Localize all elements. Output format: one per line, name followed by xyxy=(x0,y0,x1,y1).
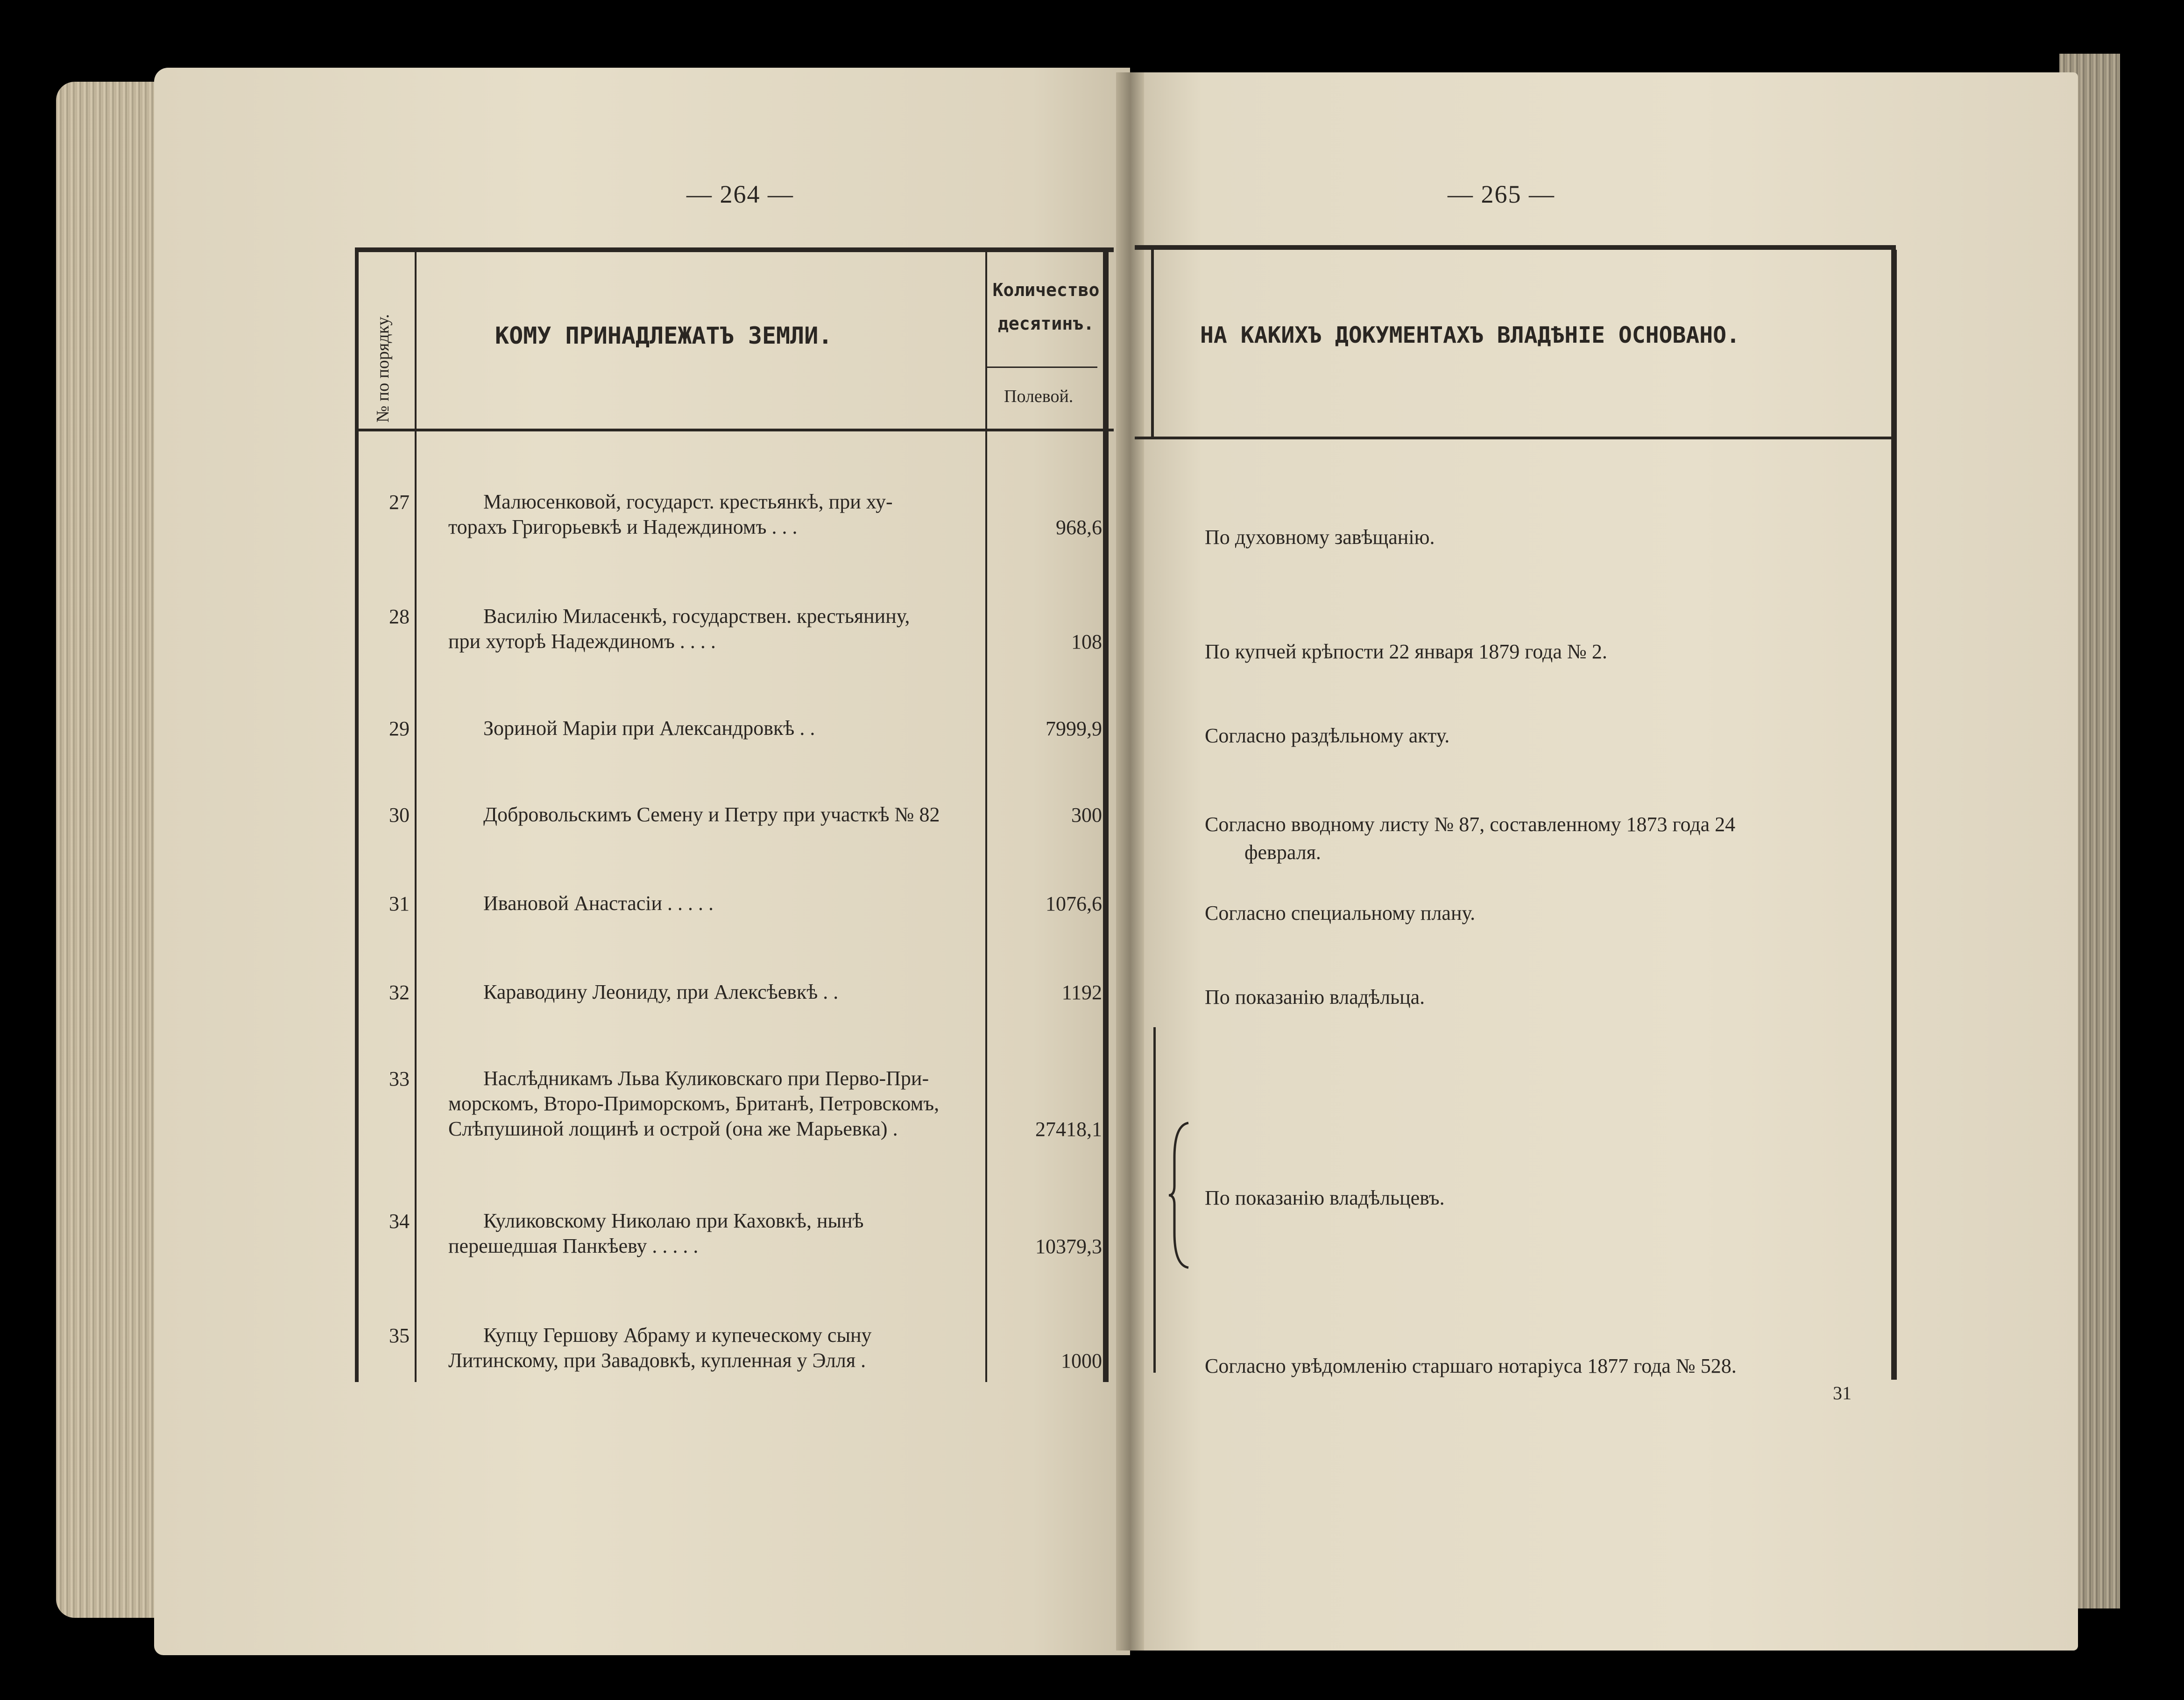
row-number: 32 xyxy=(389,981,410,1004)
order-no-header: № по порядку. xyxy=(373,314,393,423)
field-quantity: 1192 xyxy=(1061,981,1102,1004)
document-basis-text: Согласно специальному плану. xyxy=(1205,902,1476,924)
quantity-header: Количество десятинъ. xyxy=(992,280,1100,334)
field-quantity: 1076,6 xyxy=(1046,892,1102,915)
row-number: 28 xyxy=(389,605,410,628)
field-quantity: 300 xyxy=(1071,804,1102,826)
left-page xyxy=(154,68,1130,1655)
right-table-left-rule xyxy=(1151,250,1154,437)
owner-text: перешедшая Панкѣеву . . . . . xyxy=(448,1234,699,1257)
document-basis-text: По показанію владѣльца. xyxy=(1205,986,1425,1009)
owner-text: торахъ Григорьевкѣ и Надеждиномъ . . . xyxy=(448,515,798,538)
row-number: 29 xyxy=(389,717,410,740)
owner-text: Наслѣдникамъ Льва Куликовскаго при Перво-При- xyxy=(483,1067,929,1090)
table-right-rule xyxy=(1103,247,1109,1382)
owner-header: КОМУ ПРИНАДЛЕЖАТЪ ЗЕМЛИ. xyxy=(495,322,833,349)
row-number: 33 xyxy=(389,1067,410,1090)
owner-text: при хуторѣ Надеждиномъ . . . . xyxy=(448,630,716,653)
owner-text: Ивановой Анастасіи . . . . . xyxy=(483,892,714,915)
owner-text: морскомъ, Второ-Приморскомъ, Британѣ, Петровскомъ, xyxy=(448,1092,940,1115)
field-quantity: 7999,9 xyxy=(1046,717,1102,740)
document-basis-text: Согласно раздѣльному акту. xyxy=(1205,724,1450,747)
row-number: 30 xyxy=(389,804,410,826)
document-basis-text: По купчей крѣпости 22 января 1879 года № 2. xyxy=(1205,640,1607,663)
owner-text: Василію Миласенкѣ, государствен. крестьянину, xyxy=(483,605,910,628)
owner-text: Добровольскимъ Семену и Петру при участкѣ № 82 xyxy=(483,803,940,826)
field-header: Полевой. xyxy=(1004,387,1074,406)
right-table-right-rule xyxy=(1891,250,1897,1380)
owner-text: Малюсенковой, государст. крестьянкѣ, при ху- xyxy=(483,490,893,513)
brace-mark xyxy=(1167,1121,1195,1270)
document-header: НА КАКИХЪ ДОКУМЕНТАХЪ ВЛАДѢНІЕ ОСНОВАНО. xyxy=(1200,322,1740,348)
field-quantity: 108 xyxy=(1071,630,1102,653)
owner-text: Литинскому, при Завадовкѣ, купленная у Элля . xyxy=(448,1349,866,1372)
right-table-top-rule xyxy=(1135,245,1896,250)
owner-text: Купцу Гершову Абраму и купеческому сыну xyxy=(483,1324,872,1347)
document-basis-text: По духовному завѣщанію. xyxy=(1205,526,1435,549)
field-quantity: 1000 xyxy=(1061,1349,1102,1372)
row-number: 35 xyxy=(389,1324,410,1347)
table-top-rule xyxy=(355,247,1114,252)
document-basis-text: Согласно увѣдомленію старшаго нотаріуса 1877 года № 528. xyxy=(1205,1354,1737,1377)
book-gutter xyxy=(1116,72,1144,1651)
table-left-rule xyxy=(355,247,359,1382)
table-header-rule xyxy=(355,429,1114,431)
field-quantity: 10379,3 xyxy=(1035,1235,1102,1258)
right-table-left-rule-lower xyxy=(1153,1027,1156,1373)
owner-text: Слѣпушиной лощинѣ и острой (она же Марьевка) . xyxy=(448,1117,898,1140)
document-basis-text: Согласно вводному листу № 87, составленному 1873 года 24 xyxy=(1205,813,1736,836)
quantity-subrule xyxy=(985,367,1097,368)
owner-text: Зориной Маріи при Александровкѣ . . xyxy=(483,717,815,740)
right-table-header-rule xyxy=(1135,437,1896,439)
row-number: 27 xyxy=(389,491,410,514)
field-quantity: 968,6 xyxy=(1056,516,1102,539)
row-number: 34 xyxy=(389,1210,410,1233)
left-page-number: — 264 — xyxy=(686,180,794,208)
row-number: 31 xyxy=(389,892,410,915)
document-basis-text: февраля. xyxy=(1244,841,1321,864)
owner-text: Караводину Леониду, при Алексѣевкѣ . . xyxy=(483,980,839,1003)
owner-text: Куликовскому Николаю при Каховкѣ, нынѣ xyxy=(483,1209,864,1232)
field-quantity: 27418,1 xyxy=(1035,1118,1102,1141)
document-basis-text: По показанію владѣльцевъ. xyxy=(1205,1186,1445,1209)
right-page-number: — 265 — xyxy=(1448,180,1555,208)
signature-mark: 31 xyxy=(1833,1383,1852,1404)
